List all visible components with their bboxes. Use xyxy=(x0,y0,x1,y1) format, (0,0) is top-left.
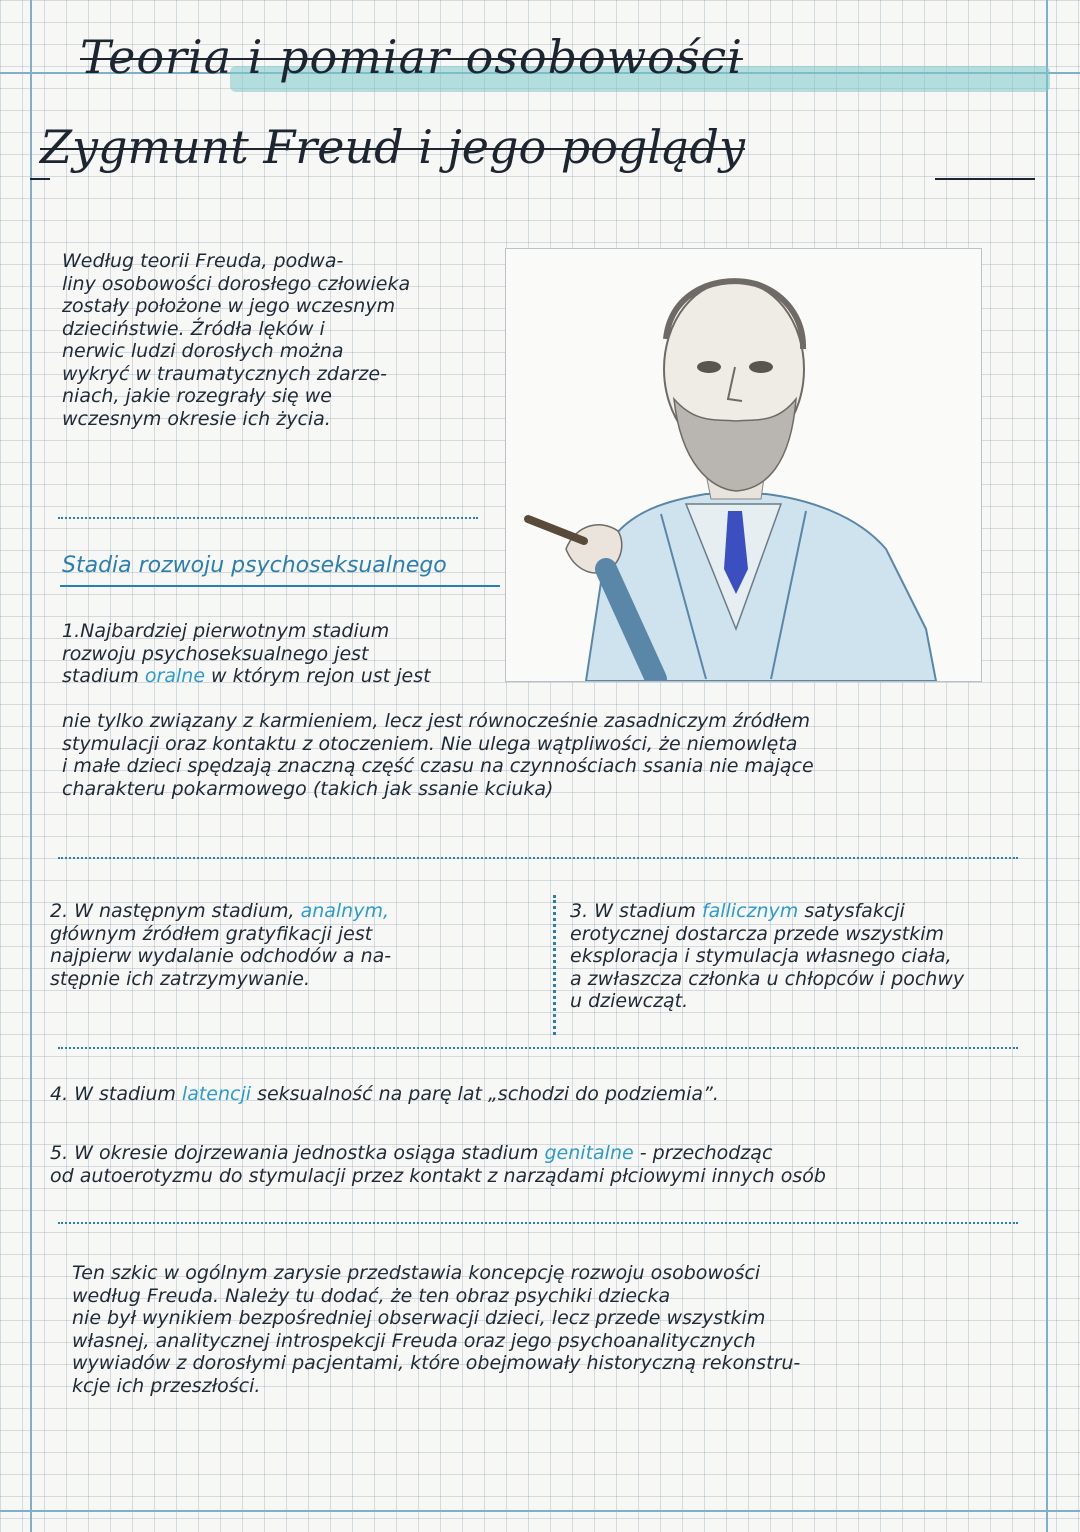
stage-4 xyxy=(50,1083,1040,1106)
dotted-separator xyxy=(58,517,478,527)
stages-heading: Stadia rozwoju psychoseksualnego xyxy=(62,553,447,578)
intro-line: zostały położone w jego wczesnym xyxy=(62,295,396,317)
intro-line: wczesnym okresie ich życia. xyxy=(62,407,331,430)
dotted-separator xyxy=(58,1047,1018,1057)
stage-3-suffix: satysfakcji xyxy=(798,900,905,922)
stage-2-line: stępnie ich zatrzymywanie. xyxy=(50,967,311,990)
stage-5-prefix: 5. W okresie dojrzewania jednostka osiąga stadium xyxy=(50,1142,545,1164)
frame-bottom-line xyxy=(0,1510,1080,1512)
stage-1-wide xyxy=(62,710,1032,800)
stage-1-line: 1.Najbardziej pierwotnym stadium xyxy=(62,620,390,642)
stage-genital-highlight: genitalne xyxy=(544,1142,634,1164)
stage-3 xyxy=(570,900,1040,1013)
stage-1-line-3 xyxy=(62,665,502,688)
stage-phallic-highlight: fallicznym xyxy=(701,900,799,922)
portrait-illustration xyxy=(506,249,981,681)
stage-2-line: najpierw wydalanie odchodów a na- xyxy=(50,945,392,967)
frame-right-line xyxy=(1046,0,1048,1532)
stage-3-line: eksploracja i stymulacja własnego ciała, xyxy=(570,945,952,967)
intro-line: wykryć w traumatycznych zdarze- xyxy=(62,362,387,385)
dotted-separator xyxy=(58,857,1018,867)
stage-4-prefix: 4. W stadium xyxy=(50,1083,182,1105)
stage-3-line: erotycznej dostarcza przede wszystkim xyxy=(570,922,944,945)
stage-2-prefix: 2. W następnym stadium, xyxy=(50,900,301,922)
closing-line: wywiadów z dorosłymi pacjentami, które obejmowały historyczną rekonstru- xyxy=(72,1352,801,1374)
closing-line: Ten szkic w ogólnym zarysie przedstawia koncepcję rozwoju osobowości xyxy=(72,1262,761,1284)
stage-5-suffix: - przechodząc xyxy=(633,1142,773,1164)
stage-1-line: charakteru pokarmowego (takich jak ssanie kciuka) xyxy=(62,777,554,800)
title-block xyxy=(50,30,1040,94)
intro-paragraph xyxy=(62,250,502,430)
closing-line: kcje ich przeszłości. xyxy=(72,1374,261,1397)
stage-5 xyxy=(50,1142,1040,1187)
stage-2 xyxy=(50,900,540,990)
stage-1-line: nie tylko związany z karmieniem, lecz jest równocześnie zasadniczym źródłem xyxy=(62,710,810,732)
subtitle-rule-left xyxy=(30,178,50,180)
stage-1-line: rozwoju psychoseksualnego jest xyxy=(62,642,369,665)
stages-heading-underline xyxy=(60,585,500,587)
closing-paragraph xyxy=(72,1262,1032,1397)
page-title: Teoria i pomiar osobowości xyxy=(80,30,743,84)
column-divider xyxy=(553,895,556,1035)
stage-latency-highlight: latencji xyxy=(181,1083,252,1105)
closing-line: według Freuda. Należy tu dodać, że ten obraz psychiki dziecka xyxy=(72,1284,671,1307)
stage-1-line: i małe dzieci spędzają znaczną część czasu na czynnościach ssania nie mające xyxy=(62,755,814,777)
intro-line: Według teorii Freuda, podwa- xyxy=(62,250,344,272)
frame-left-line xyxy=(30,0,32,1532)
stage-5-line-1 xyxy=(50,1142,1040,1165)
stage-2-line-1 xyxy=(50,900,540,923)
closing-line: nie był wynikiem bezpośredniej obserwacji dzieci, lecz przede wszystkim xyxy=(72,1307,766,1329)
dotted-separator xyxy=(58,1222,1018,1232)
intro-line: liny osobowości dorosłego człowieka xyxy=(62,272,411,295)
subtitle-rule-right xyxy=(935,178,1035,180)
stage-1-narrow xyxy=(62,620,502,688)
section-subtitle: Zygmunt Freud i jego poglądy xyxy=(40,120,745,174)
intro-line: nerwic ludzi dorosłych można xyxy=(62,340,344,362)
stage-oral-highlight: oralne xyxy=(144,665,206,687)
stage-3-line-1 xyxy=(570,900,1040,923)
stage-3-line: a zwłaszcza członka u chłopców i pochwy xyxy=(570,967,965,990)
stage-1-line-3-prefix: stadium xyxy=(62,665,145,687)
stage-4-suffix: seksualność na parę lat „schodzi do podziemia”. xyxy=(251,1083,719,1105)
stage-1-line-3-suffix: w którym rejon ust jest xyxy=(205,665,431,687)
freud-portrait-drawing xyxy=(505,248,982,682)
stage-3-prefix: 3. W stadium xyxy=(570,900,702,922)
stage-1-line: stymulacji oraz kontaktu z otoczeniem. Nie ulega wątpliwości, że niemowlęta xyxy=(62,732,798,755)
stage-anal-highlight: analnym, xyxy=(300,900,390,922)
stage-2-line: głównym źródłem gratyfikacji jest xyxy=(50,922,373,945)
intro-line: niach, jakie rozegrały się we xyxy=(62,385,332,407)
stage-5-line-2: od autoerotyzmu do stymulacji przez kontakt z narządami płciowymi innych osób xyxy=(50,1164,826,1187)
stage-3-line: u dziewcząt. xyxy=(570,990,689,1012)
closing-line: własnej, analitycznej introspekcji Freuda oraz jego psychoanalitycznych xyxy=(72,1329,756,1352)
intro-line: dzieciństwie. Źródła lęków i xyxy=(62,317,325,340)
